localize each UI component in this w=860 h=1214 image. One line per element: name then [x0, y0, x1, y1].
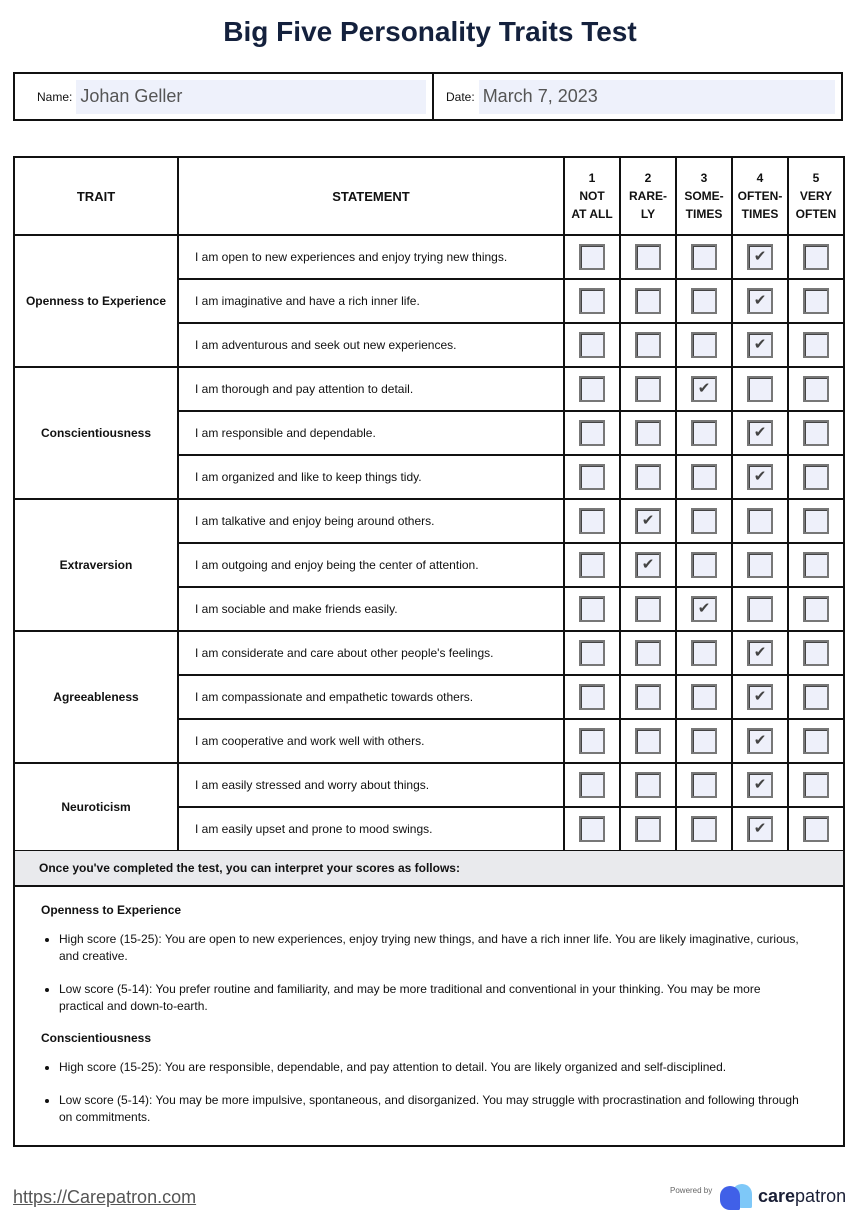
section-title: Openness to Experience	[41, 903, 182, 917]
checkbox-checked[interactable]: ✔	[747, 772, 773, 798]
rating-cell	[564, 455, 620, 499]
checkbox-unchecked[interactable]	[803, 640, 829, 666]
table-row	[14, 499, 844, 543]
info-bar	[13, 72, 843, 121]
name-label: Name:	[37, 90, 73, 104]
rating-cell	[788, 631, 844, 675]
rating-cell	[788, 367, 844, 411]
page-title: Big Five Personality Traits Test	[223, 16, 637, 47]
checkbox-unchecked[interactable]	[579, 376, 605, 402]
checkbox-unchecked[interactable]	[803, 332, 829, 358]
rating-cell	[676, 587, 732, 631]
rating-cell	[620, 763, 676, 807]
bullet-list	[39, 931, 803, 1015]
checkbox-unchecked[interactable]	[579, 552, 605, 578]
checkbox-unchecked[interactable]	[691, 772, 717, 798]
scale-header-line: OFTEN-	[737, 189, 783, 203]
statement-cell: I am thorough and pay attention to detail.	[178, 367, 564, 411]
checkbox-checked[interactable]: ✔	[747, 684, 773, 710]
checkbox-unchecked[interactable]	[803, 288, 829, 314]
rating-cell	[788, 587, 844, 631]
checkbox-unchecked[interactable]	[691, 464, 717, 490]
brand-rest: patron	[795, 1185, 847, 1206]
scale-header-line: RARE-	[629, 189, 667, 203]
carepatron-link[interactable]: https://Carepatron.com	[13, 1187, 197, 1207]
carepatron-logo	[720, 1184, 846, 1208]
statement-cell: I am imaginative and have a rich inner life.	[178, 279, 564, 323]
scale-header-line: OFTEN	[795, 207, 837, 221]
rating-cell	[564, 631, 620, 675]
checkbox-unchecked[interactable]	[803, 596, 829, 622]
checkbox-unchecked[interactable]	[691, 728, 717, 754]
checkbox-unchecked[interactable]	[579, 728, 605, 754]
checkbox-checked[interactable]: ✔	[691, 376, 717, 402]
checkbox-unchecked[interactable]	[579, 332, 605, 358]
rating-cell	[732, 675, 788, 719]
rating-cell	[620, 323, 676, 367]
checkbox-unchecked[interactable]	[635, 464, 661, 490]
rating-cell	[620, 543, 676, 587]
checkbox-unchecked[interactable]	[635, 288, 661, 314]
statement-cell: I am sociable and make friends easily.	[178, 587, 564, 631]
rating-cell	[676, 411, 732, 455]
rating-cell	[676, 807, 732, 851]
checkbox-unchecked[interactable]	[635, 596, 661, 622]
checkbox-unchecked[interactable]	[579, 816, 605, 842]
scale-header-line: TIMES	[685, 207, 723, 221]
section-title: Conscientiousness	[41, 1031, 152, 1045]
rating-cell	[620, 807, 676, 851]
rating-cell	[788, 675, 844, 719]
checkbox-unchecked[interactable]	[635, 728, 661, 754]
rating-cell	[732, 543, 788, 587]
rating-cell	[676, 719, 732, 763]
rating-cell	[564, 367, 620, 411]
rating-cell	[564, 675, 620, 719]
checkbox-unchecked[interactable]	[747, 508, 773, 534]
brand-bold: care	[758, 1185, 796, 1206]
checkbox-unchecked[interactable]	[747, 596, 773, 622]
checkbox-unchecked[interactable]	[747, 376, 773, 402]
rating-cell	[788, 719, 844, 763]
checkbox-unchecked[interactable]	[691, 420, 717, 446]
scale-header-line: AT ALL	[571, 207, 613, 221]
rating-cell	[676, 323, 732, 367]
scale-header-line: 5	[812, 171, 820, 185]
rating-cell	[564, 543, 620, 587]
rating-cell	[564, 235, 620, 279]
checkbox-checked[interactable]: ✔	[747, 816, 773, 842]
rating-cell	[620, 719, 676, 763]
scale-header-4	[732, 157, 788, 235]
checkbox-checked[interactable]: ✔	[747, 244, 773, 270]
checkbox-unchecked[interactable]	[803, 244, 829, 270]
rating-cell	[732, 323, 788, 367]
statement-cell: I am talkative and enjoy being around others.	[178, 499, 564, 543]
rating-cell	[732, 235, 788, 279]
table-row	[14, 631, 844, 675]
rating-cell	[788, 235, 844, 279]
checkbox-unchecked[interactable]	[579, 464, 605, 490]
scale-header-3	[676, 157, 732, 235]
rating-cell	[676, 675, 732, 719]
rating-cell	[620, 279, 676, 323]
checkbox-unchecked[interactable]	[635, 772, 661, 798]
trait-cell: Neuroticism	[14, 763, 178, 851]
checkbox-unchecked[interactable]	[635, 376, 661, 402]
rating-cell	[788, 323, 844, 367]
checkbox-unchecked[interactable]	[691, 288, 717, 314]
statement-header: STATEMENT	[178, 157, 564, 235]
checkbox-checked[interactable]: ✔	[747, 288, 773, 314]
checkbox-unchecked[interactable]	[803, 684, 829, 710]
trait-cell: Extraversion	[14, 499, 178, 631]
checkbox-unchecked[interactable]	[803, 728, 829, 754]
trait-cell: Agreeableness	[14, 631, 178, 763]
scale-header-line: 1	[588, 171, 596, 185]
rating-cell	[732, 807, 788, 851]
rating-cell	[732, 279, 788, 323]
rating-cell	[676, 367, 732, 411]
rating-cell	[732, 763, 788, 807]
scale-header-2	[620, 157, 676, 235]
checkbox-unchecked[interactable]	[579, 420, 605, 446]
rating-cell	[620, 455, 676, 499]
checkbox-unchecked[interactable]	[803, 552, 829, 578]
carepatron-logo-icon	[720, 1184, 754, 1208]
checkbox-unchecked[interactable]	[691, 640, 717, 666]
statement-cell: I am easily stressed and worry about things.	[178, 763, 564, 807]
rating-cell	[620, 499, 676, 543]
rating-cell	[564, 323, 620, 367]
statement-cell: I am cooperative and work well with others.	[178, 719, 564, 763]
rating-cell	[676, 763, 732, 807]
checkbox-unchecked[interactable]	[803, 772, 829, 798]
scale-header-line: LY	[640, 207, 656, 221]
table-row	[14, 763, 844, 807]
bullet-item: • Low score (5-14): You prefer routine and familiarity, and may be more traditional and conventional in your thinking. You may be more practical and down-to-earth.	[59, 981, 803, 1015]
rating-cell	[676, 631, 732, 675]
rating-cell	[564, 279, 620, 323]
checkbox-unchecked[interactable]	[579, 596, 605, 622]
checkbox-checked[interactable]: ✔	[747, 464, 773, 490]
checkbox-checked[interactable]: ✔	[747, 728, 773, 754]
checkbox-unchecked[interactable]	[691, 244, 717, 270]
checkbox-unchecked[interactable]	[579, 772, 605, 798]
bullet-item: • Low score (5-14): You may be more impulsive, spontaneous, and disorganized. You may struggle with procrastination and following through on commitments.	[59, 1092, 803, 1126]
checkbox-unchecked[interactable]	[635, 684, 661, 710]
table-row	[14, 235, 844, 279]
rating-cell	[620, 411, 676, 455]
powered-by: Powered by	[670, 1186, 713, 1195]
scale-header-5	[788, 157, 844, 235]
checkbox-unchecked[interactable]	[691, 332, 717, 358]
scale-header-line: 2	[644, 171, 652, 185]
scale-header-line: 3	[700, 171, 708, 185]
checkbox-unchecked[interactable]	[579, 288, 605, 314]
checkbox-unchecked[interactable]	[803, 420, 829, 446]
rating-cell	[676, 499, 732, 543]
rating-cell	[732, 455, 788, 499]
rating-cell	[564, 587, 620, 631]
rating-cell	[732, 631, 788, 675]
checkbox-unchecked[interactable]	[803, 376, 829, 402]
checkbox-unchecked[interactable]	[803, 816, 829, 842]
checkbox-unchecked[interactable]	[635, 420, 661, 446]
checkbox-unchecked[interactable]	[803, 508, 829, 534]
checkbox-unchecked[interactable]	[747, 552, 773, 578]
statement-cell: I am organized and like to keep things tidy.	[178, 455, 564, 499]
statement-cell: I am easily upset and prone to mood swings.	[178, 807, 564, 851]
interpretation	[13, 851, 845, 1147]
rating-cell	[676, 235, 732, 279]
checkbox-unchecked[interactable]	[579, 640, 605, 666]
rating-cell	[564, 411, 620, 455]
checkbox-checked[interactable]: ✔	[747, 420, 773, 446]
date-label: Date:	[446, 90, 475, 104]
scale-header-1	[564, 157, 620, 235]
checkbox-unchecked[interactable]	[579, 508, 605, 534]
checkbox-checked[interactable]: ✔	[747, 640, 773, 666]
rating-cell	[564, 719, 620, 763]
rating-cell	[564, 763, 620, 807]
rating-cell	[676, 279, 732, 323]
bullet-item: • High score (15-25): You are open to new experiences, enjoy trying new things, and have a rich inner life. You are likely imaginative, curious, and creative.	[59, 931, 803, 965]
rating-cell	[788, 543, 844, 587]
rating-cell	[676, 543, 732, 587]
checkbox-unchecked[interactable]	[579, 244, 605, 270]
statement-cell: I am responsible and dependable.	[178, 411, 564, 455]
checkbox-unchecked[interactable]	[579, 684, 605, 710]
rating-cell	[788, 411, 844, 455]
checkbox-unchecked[interactable]	[635, 244, 661, 270]
trait-cell: Conscientiousness	[14, 367, 178, 499]
rating-cell	[732, 411, 788, 455]
rating-cell	[788, 763, 844, 807]
checkbox-checked[interactable]: ✔	[635, 552, 661, 578]
table-row	[14, 367, 844, 411]
rating-cell	[732, 587, 788, 631]
trait-header: TRAIT	[14, 157, 178, 235]
checkbox-unchecked[interactable]	[691, 684, 717, 710]
rating-cell	[788, 499, 844, 543]
date-field[interactable]: March 7, 2023	[479, 80, 835, 114]
scale-header-line: NOT	[579, 189, 605, 203]
statement-cell: I am adventurous and seek out new experiences.	[178, 323, 564, 367]
rating-cell	[620, 367, 676, 411]
rating-cell	[732, 367, 788, 411]
statement-cell: I am considerate and care about other people's feelings.	[178, 631, 564, 675]
rating-cell	[620, 587, 676, 631]
rating-cell	[788, 807, 844, 851]
rating-cell	[620, 631, 676, 675]
statement-cell: I am compassionate and empathetic towards others.	[178, 675, 564, 719]
test-table	[13, 156, 845, 852]
scale-header-line: TIMES	[741, 207, 779, 221]
scale-header-line: SOME-	[684, 189, 724, 203]
rating-cell	[620, 235, 676, 279]
statement-cell: I am open to new experiences and enjoy trying new things.	[178, 235, 564, 279]
checkbox-unchecked[interactable]	[803, 464, 829, 490]
checkbox-checked[interactable]: ✔	[691, 596, 717, 622]
scale-header-line: VERY	[799, 189, 833, 203]
checkbox-unchecked[interactable]	[691, 816, 717, 842]
bullet-list	[39, 1059, 803, 1126]
checkbox-checked[interactable]: ✔	[635, 508, 661, 534]
checkbox-unchecked[interactable]	[635, 640, 661, 666]
rating-cell	[788, 455, 844, 499]
rating-cell	[676, 455, 732, 499]
checkbox-unchecked[interactable]	[691, 508, 717, 534]
checkbox-unchecked[interactable]	[691, 552, 717, 578]
bullet-item: • High score (15-25): You are responsible, dependable, and pay attention to detail. You are likely organized and self-disciplined.	[59, 1059, 803, 1076]
rating-cell	[564, 499, 620, 543]
statement-cell: I am outgoing and enjoy being the center of attention.	[178, 543, 564, 587]
interpretation-header: Once you've completed the test, you can interpret your scores as follows:	[15, 851, 843, 887]
checkbox-checked[interactable]: ✔	[747, 332, 773, 358]
rating-cell	[620, 675, 676, 719]
rating-cell	[732, 499, 788, 543]
checkbox-unchecked[interactable]	[635, 332, 661, 358]
rating-cell	[564, 807, 620, 851]
scale-header-line: 4	[756, 171, 764, 185]
checkbox-unchecked[interactable]	[635, 816, 661, 842]
trait-cell: Openness to Experience	[14, 235, 178, 367]
name-field[interactable]: Johan Geller	[76, 80, 426, 114]
rating-cell	[732, 719, 788, 763]
rating-cell	[788, 279, 844, 323]
